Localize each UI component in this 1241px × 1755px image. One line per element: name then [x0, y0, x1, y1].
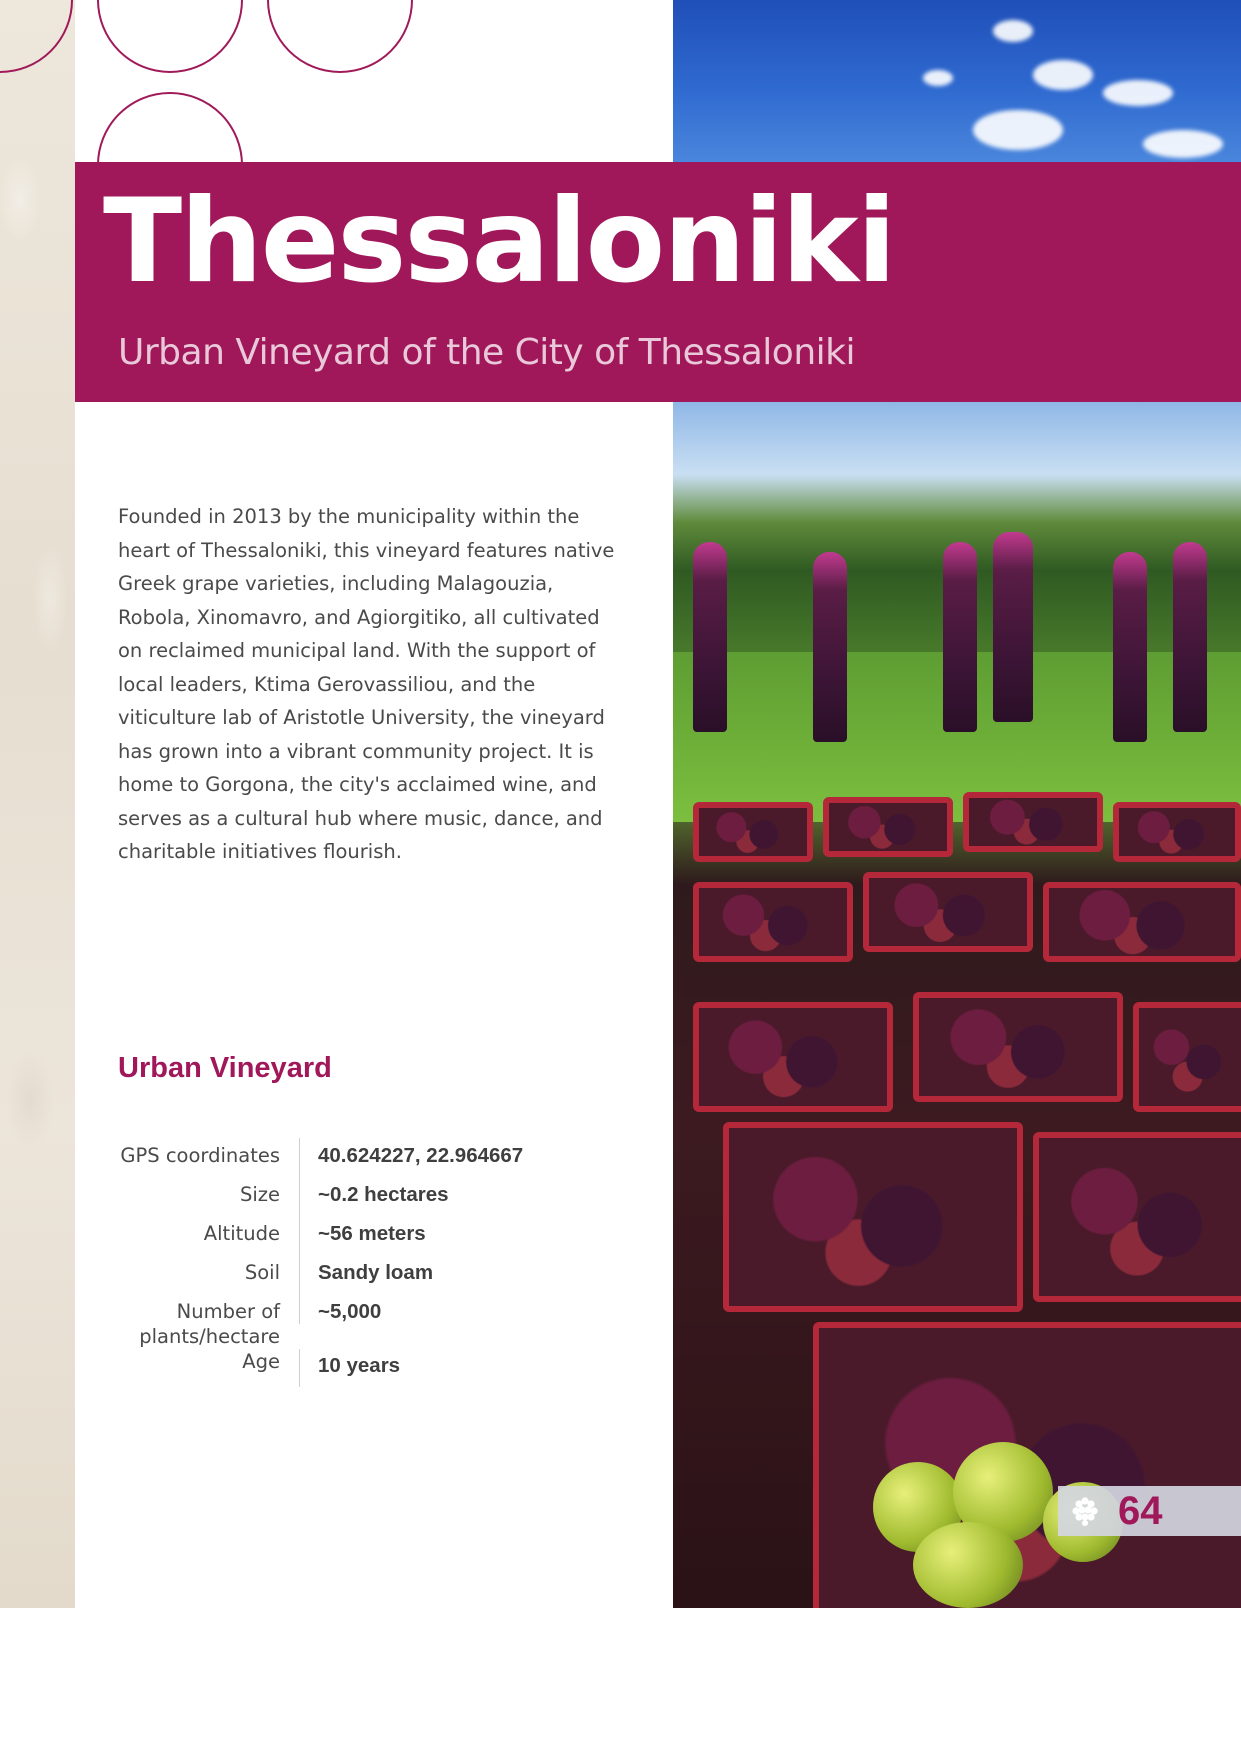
paper-texture-strip: [0, 0, 75, 1608]
fact-value: 40.624227, 22.964667: [299, 1138, 523, 1177]
decorative-circle: [267, 0, 413, 73]
fact-value: ~5,000: [299, 1294, 381, 1324]
fact-row-age: [100, 1349, 620, 1387]
grape-cluster-icon: [1070, 1496, 1100, 1526]
fact-row-altitude: [100, 1216, 620, 1255]
fact-label: Age: [242, 1350, 280, 1373]
fact-row-size: [100, 1177, 620, 1216]
fact-label: GPS coordinates: [120, 1144, 280, 1167]
fact-label: Number of plants/hectare: [139, 1300, 280, 1348]
fact-row-gps: [100, 1138, 620, 1177]
fact-label: Soil: [244, 1261, 280, 1284]
section-title: Urban Vineyard: [118, 1052, 332, 1084]
fact-value: ~0.2 hectares: [299, 1177, 449, 1216]
fact-label: Size: [239, 1183, 280, 1206]
fact-value: Sandy loam: [299, 1255, 433, 1294]
page-title: Thessaloniki: [103, 174, 895, 309]
page-number: 64: [1118, 1489, 1163, 1533]
title-band: [75, 162, 1241, 402]
fact-row-soil: [100, 1255, 620, 1294]
page-subtitle: Urban Vineyard of the City of Thessaloniki: [118, 332, 855, 373]
vineyard-facts-table: [100, 1138, 620, 1387]
vineyard-harvest-photo: [673, 402, 1241, 1608]
sky-photo: [673, 0, 1241, 162]
fact-label: Altitude: [203, 1222, 280, 1245]
fact-value: 10 years: [299, 1349, 400, 1387]
page-number-badge: [1058, 1486, 1241, 1536]
decorative-circle: [97, 0, 243, 73]
fact-row-plants: [100, 1294, 620, 1349]
intro-paragraph: Founded in 2013 by the municipality within the heart of Thessaloniki, this vineyard features native Greek grape varieties, including Malagouzia, Robola, Xinomavro, and Agiorgitiko, all cultivated on reclaimed municipal land. With the support of local leaders, Ktima Gerovassiliou, and the viticulture lab of Aristotle University, the vineyard has grown into a vibrant community project. It is home to Gorgona, the city's acclaimed wine, and serves as a cultural hub where music, dance, and charitable initiatives flourish.: [118, 505, 615, 863]
fact-value: ~56 meters: [299, 1216, 426, 1255]
